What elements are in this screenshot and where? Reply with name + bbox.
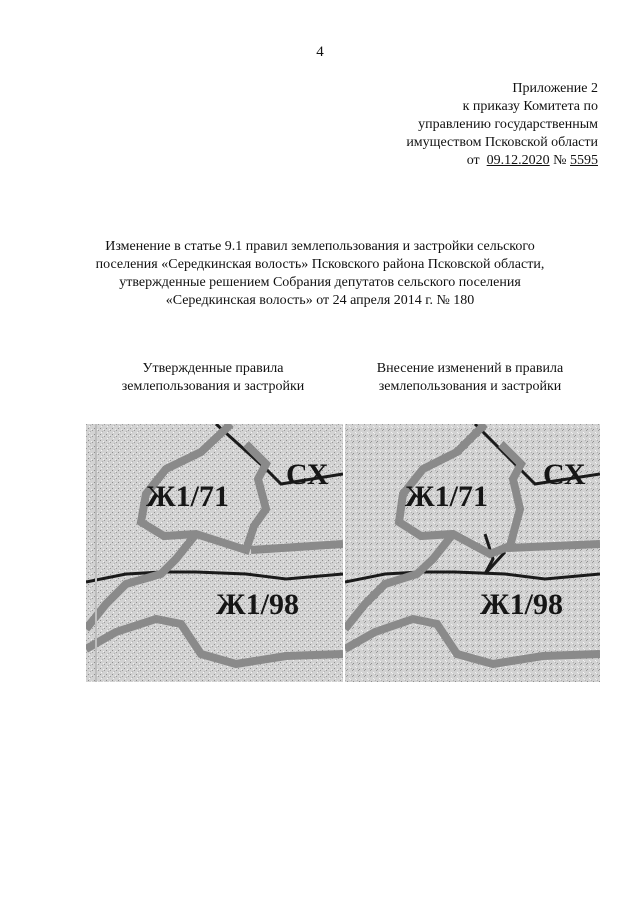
zone-label: Ж1/98 xyxy=(216,588,299,621)
caption-line: Внесение изменений в правила xyxy=(376,361,564,376)
appendix-line: к приказу Комитета по xyxy=(462,99,598,114)
zone-label: Ж1/71 xyxy=(405,480,488,513)
number-sign: № xyxy=(553,153,567,168)
caption-approved-rules xyxy=(88,360,338,396)
title-line: утвержденные решением Собрания депутатов сельского поселения xyxy=(119,275,521,290)
map-amended-drawing xyxy=(345,424,600,682)
caption-line: землепользования и застройки xyxy=(378,379,562,394)
title-line: поселения «Середкинская волость» Псковского района Псковской области, xyxy=(95,257,545,272)
appendix-line: управлению государственным xyxy=(418,117,598,132)
appendix-date-line xyxy=(298,152,598,170)
appendix-line: Приложение 2 xyxy=(512,81,598,96)
map-approved xyxy=(86,424,343,682)
zone-label: Ж1/98 xyxy=(480,588,563,621)
zone-outline xyxy=(507,544,600,548)
caption-line: землепользования и застройки xyxy=(121,379,305,394)
zone-label: Ж1/71 xyxy=(146,480,229,513)
map-amended xyxy=(345,424,600,682)
zone-label: СХ xyxy=(286,458,329,491)
page-number: 4 xyxy=(316,44,324,60)
title-line: Изменение в статье 9.1 правил землепользования и застройки сельского xyxy=(105,239,535,254)
title-line: «Середкинская волость» от 24 апреля 2014 г. № 180 xyxy=(165,293,475,308)
caption-line: Утвержденные правила xyxy=(142,361,284,376)
order-number: 5595 xyxy=(570,153,598,168)
appendix-block xyxy=(298,80,598,170)
map-approved-drawing xyxy=(86,424,343,682)
order-date: 09.12.2020 xyxy=(486,153,550,168)
date-prefix: от xyxy=(466,153,480,168)
caption-amended-rules xyxy=(345,360,595,396)
zone-label: СХ xyxy=(543,458,586,491)
appendix-line: имуществом Псковской области xyxy=(406,135,598,150)
document-title xyxy=(60,238,580,310)
